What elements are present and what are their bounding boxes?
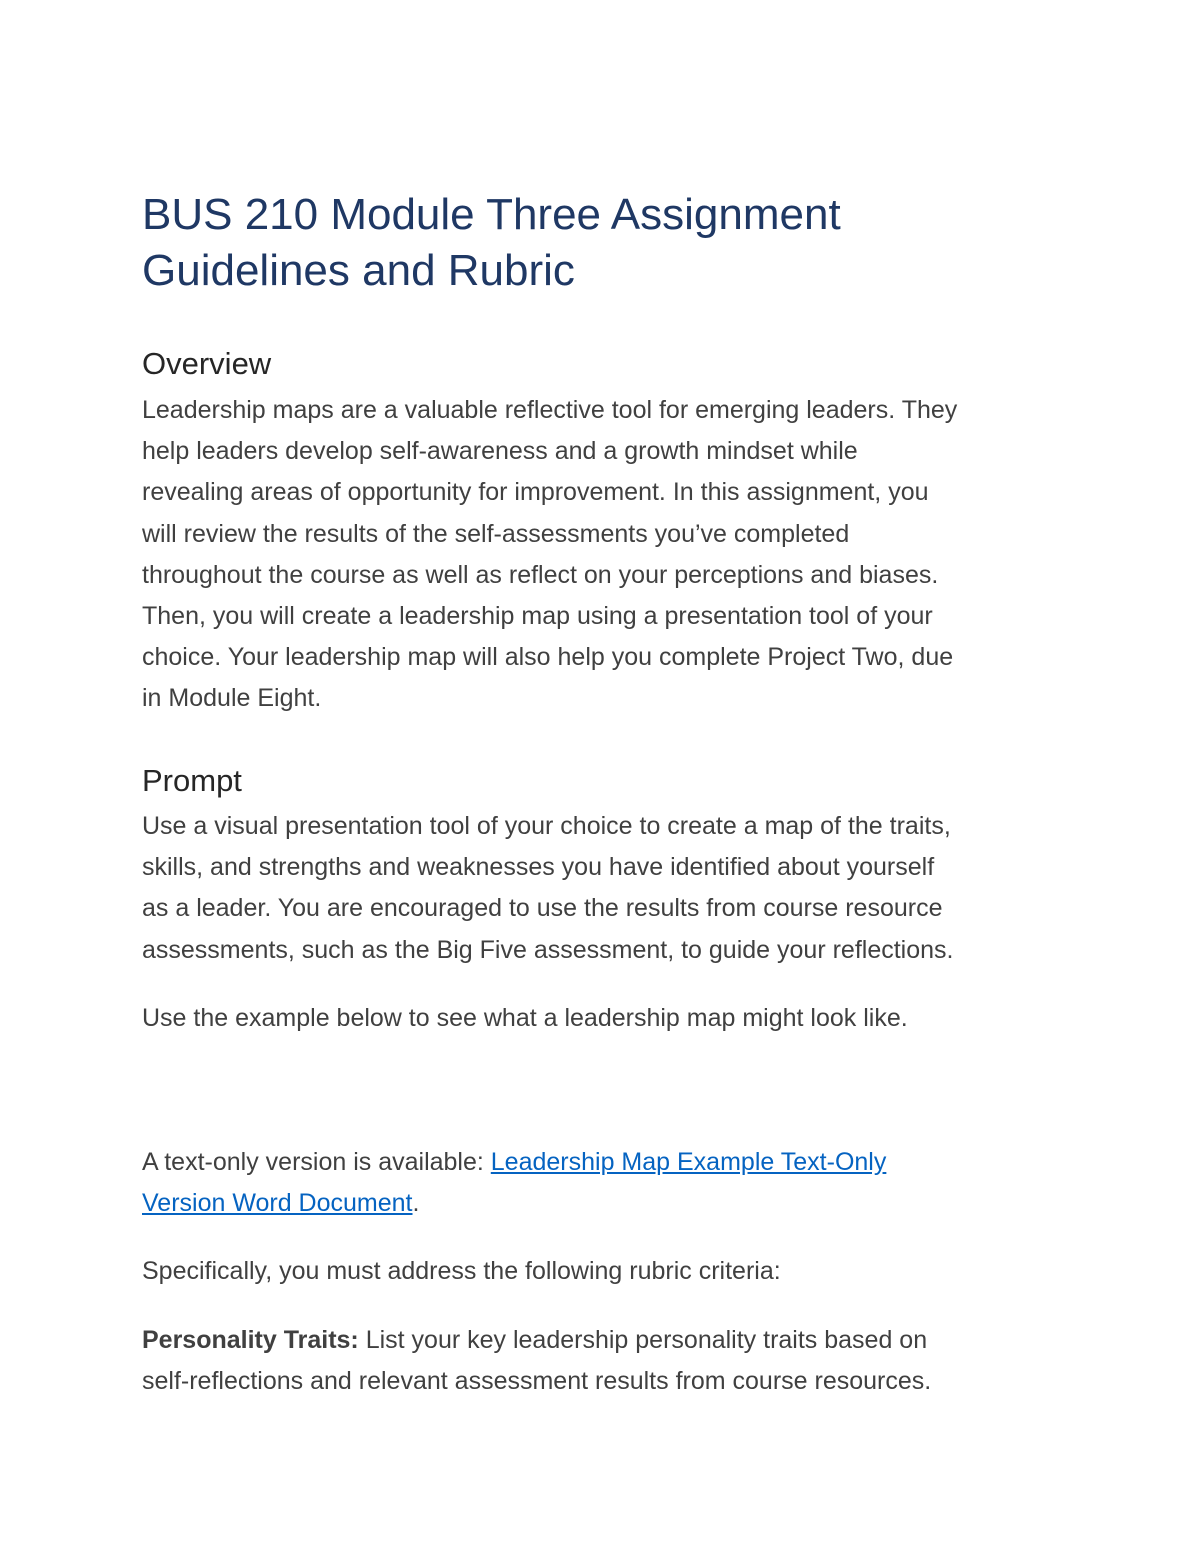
criterion-label: Personality Traits: (142, 1326, 359, 1354)
text-only-link-continued[interactable]: Version Word Document (142, 1189, 413, 1218)
overview-paragraph (142, 390, 957, 720)
criterion-personality-traits (142, 1320, 931, 1402)
prompt-line: assessments, such as the Big Five assessment, to guide your reflections. (142, 935, 954, 964)
overview-line: throughout the course as well as reflect on your perceptions and biases. (142, 560, 939, 589)
link-suffix: . (412, 1189, 420, 1218)
prompt-paragraph (142, 806, 954, 971)
prompt-heading: Prompt (142, 763, 242, 798)
prompt-line: skills, and strengths and weaknesses you have identified about yourself (142, 853, 935, 882)
page-title (142, 187, 841, 299)
overview-line: will review the results of the self-assessments you’ve completed (142, 519, 850, 548)
text-only-paragraph (142, 1142, 886, 1224)
criterion-text-continued: self-reflections and relevant assessment results from course resources. (142, 1367, 932, 1396)
overview-line: in Module Eight. (142, 684, 322, 713)
criterion-text: List your key leadership personality traits based on (358, 1326, 928, 1354)
overview-line: Then, you will create a leadership map using a presentation tool of your (142, 602, 933, 631)
title-line-1: BUS 210 Module Three Assignment (142, 190, 841, 239)
prompt-line: Use a visual presentation tool of your choice to create a map of the traits, (142, 812, 951, 840)
example-text: Use the example below to see what a leadership map might look like. (142, 1004, 908, 1032)
overview-line: revealing areas of opportunity for improvement. In this assignment, you (142, 478, 929, 507)
prompt-line: as a leader. You are encouraged to use the results from course resource (142, 894, 943, 923)
criteria-intro: Specifically, you must address the following rubric criteria: (142, 1257, 781, 1285)
overview-heading: Overview (142, 346, 272, 381)
text-only-link[interactable]: Leadership Map Example Text-Only (490, 1148, 887, 1176)
title-line-2: Guidelines and Rubric (142, 246, 575, 295)
text-only-prefix: A text-only version is available: (142, 1148, 491, 1176)
overview-line: choice. Your leadership map will also help you complete Project Two, due (142, 643, 954, 672)
overview-line: help leaders develop self-awareness and a growth mindset while (142, 437, 858, 466)
overview-line: Leadership maps are a valuable reflective tool for emerging leaders. They (142, 396, 958, 424)
